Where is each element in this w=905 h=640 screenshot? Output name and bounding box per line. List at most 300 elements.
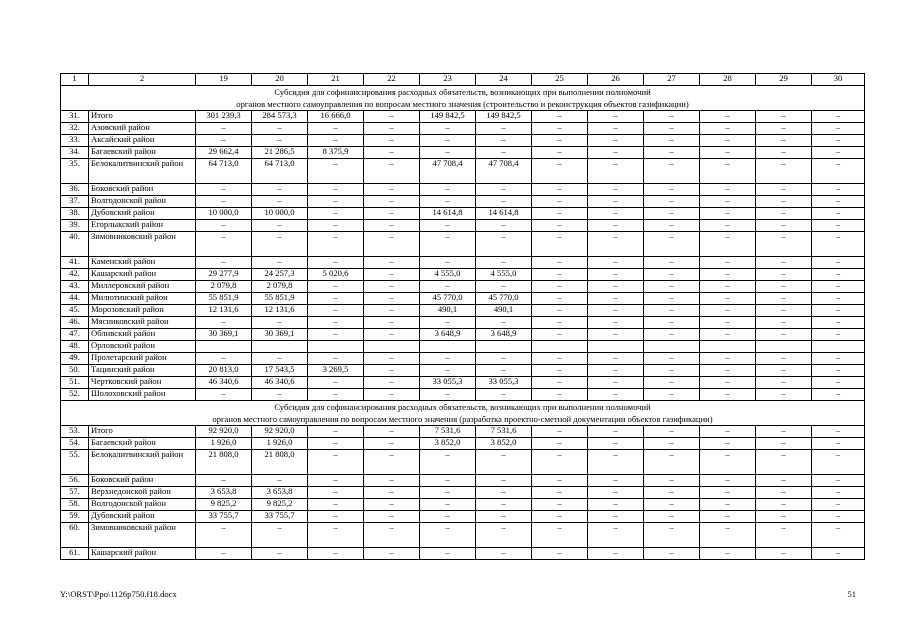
value-cell: –: [476, 450, 532, 475]
value-cell: –: [364, 365, 420, 377]
value-cell: –: [196, 135, 252, 147]
district-name: Аксайский район: [89, 135, 196, 147]
value-cell: –: [644, 389, 700, 401]
value-cell: –: [812, 329, 865, 341]
value-cell: –: [588, 548, 644, 560]
header-row: [61, 74, 865, 86]
value-cell: 46 340,6: [196, 377, 252, 389]
value-cell: 3 648,9: [420, 329, 476, 341]
value-cell: –: [756, 438, 812, 450]
value-cell: –: [756, 232, 812, 257]
value-cell: –: [700, 196, 756, 208]
district-name: Белокалитвинский район: [89, 159, 196, 184]
value-cell: –: [476, 365, 532, 377]
value-cell: 4 555,0: [476, 269, 532, 281]
value-cell: –: [700, 293, 756, 305]
value-cell: –: [756, 475, 812, 487]
value-cell: –: [700, 523, 756, 548]
value-cell: –: [532, 123, 588, 135]
value-cell: –: [700, 438, 756, 450]
value-cell: 8 375,9: [308, 147, 364, 159]
row-number: 44.: [61, 293, 89, 305]
row-number: 34.: [61, 147, 89, 159]
value-cell: –: [588, 147, 644, 159]
value-cell: –: [644, 159, 700, 184]
district-name: Кашарский район: [89, 548, 196, 560]
value-cell: –: [476, 232, 532, 257]
value-cell: –: [476, 523, 532, 548]
value-cell: –: [476, 353, 532, 365]
value-cell: –: [476, 389, 532, 401]
row-number: 54.: [61, 438, 89, 450]
value-cell: –: [252, 548, 308, 560]
value-cell: –: [252, 475, 308, 487]
value-cell: 10 000,0: [252, 208, 308, 220]
value-cell: –: [420, 523, 476, 548]
value-cell: [700, 341, 756, 353]
value-cell: –: [420, 487, 476, 499]
value-cell: [812, 341, 865, 353]
value-cell: –: [700, 317, 756, 329]
value-cell: –: [644, 317, 700, 329]
value-cell: –: [756, 305, 812, 317]
value-cell: –: [308, 475, 364, 487]
value-cell: –: [364, 232, 420, 257]
column-number: 23: [420, 74, 476, 86]
column-number: 29: [756, 74, 812, 86]
value-cell: –: [756, 220, 812, 232]
row-number: 55.: [61, 450, 89, 475]
table-row: [61, 220, 865, 232]
value-cell: 64 713,0: [252, 159, 308, 184]
value-cell: –: [532, 475, 588, 487]
value-cell: [308, 341, 364, 353]
value-cell: –: [700, 548, 756, 560]
district-name: Дубовский район: [89, 208, 196, 220]
value-cell: –: [308, 317, 364, 329]
section-title-line: органов местного самоуправления по вопросам местного значения (разработка проектно-сметной документации объектов газификации): [212, 414, 713, 424]
value-cell: –: [756, 389, 812, 401]
value-cell: –: [700, 135, 756, 147]
value-cell: –: [588, 269, 644, 281]
value-cell: –: [308, 548, 364, 560]
value-cell: 14 614,8: [420, 208, 476, 220]
value-cell: –: [588, 523, 644, 548]
value-cell: –: [644, 147, 700, 159]
value-cell: –: [420, 184, 476, 196]
district-name: Кашарский район: [89, 269, 196, 281]
value-cell: –: [700, 257, 756, 269]
value-cell: –: [476, 281, 532, 293]
value-cell: –: [532, 281, 588, 293]
value-cell: –: [588, 305, 644, 317]
value-cell: –: [812, 135, 865, 147]
value-cell: –: [644, 293, 700, 305]
value-cell: –: [588, 159, 644, 184]
value-cell: 4 555,0: [420, 269, 476, 281]
value-cell: –: [196, 184, 252, 196]
section-title: [61, 86, 865, 111]
table-row: [61, 281, 865, 293]
value-cell: –: [644, 196, 700, 208]
row-number: 32.: [61, 123, 89, 135]
value-cell: –: [700, 208, 756, 220]
column-number: 25: [532, 74, 588, 86]
row-number: 52.: [61, 389, 89, 401]
value-cell: –: [644, 475, 700, 487]
value-cell: –: [532, 147, 588, 159]
column-number: 30: [812, 74, 865, 86]
value-cell: –: [812, 365, 865, 377]
district-name: Верхнедонской район: [89, 487, 196, 499]
value-cell: 10 000,0: [196, 208, 252, 220]
value-cell: –: [364, 220, 420, 232]
value-cell: –: [532, 232, 588, 257]
value-cell: –: [308, 159, 364, 184]
value-cell: –: [420, 317, 476, 329]
value-cell: –: [644, 184, 700, 196]
value-cell: –: [364, 487, 420, 499]
value-cell: 24 257,3: [252, 269, 308, 281]
row-number: 53.: [61, 426, 89, 438]
value-cell: –: [252, 196, 308, 208]
value-cell: –: [700, 159, 756, 184]
value-cell: –: [588, 475, 644, 487]
value-cell: –: [756, 317, 812, 329]
value-cell: –: [532, 305, 588, 317]
file-path: Y:\ORST\Ppo\1126p750.f18.docx: [60, 589, 177, 599]
value-cell: –: [588, 135, 644, 147]
value-cell: –: [588, 293, 644, 305]
value-cell: –: [644, 426, 700, 438]
value-cell: –: [308, 305, 364, 317]
value-cell: –: [588, 208, 644, 220]
value-cell: –: [588, 499, 644, 511]
value-cell: –: [420, 123, 476, 135]
value-cell: –: [364, 147, 420, 159]
value-cell: –: [476, 548, 532, 560]
value-cell: –: [756, 184, 812, 196]
value-cell: –: [588, 220, 644, 232]
value-cell: –: [644, 111, 700, 123]
value-cell: –: [644, 353, 700, 365]
district-name: Дубовский район: [89, 511, 196, 523]
section-title-line: органов местного самоуправления по вопросам местного значения (строительство и реконструкция объектов газификации): [236, 99, 689, 109]
value-cell: –: [812, 184, 865, 196]
value-cell: –: [308, 123, 364, 135]
row-number: 59.: [61, 511, 89, 523]
column-number: 22: [364, 74, 420, 86]
value-cell: –: [364, 208, 420, 220]
value-cell: –: [364, 353, 420, 365]
value-cell: –: [308, 499, 364, 511]
value-cell: –: [700, 111, 756, 123]
table-row: [61, 426, 865, 438]
value-cell: –: [532, 389, 588, 401]
row-number: 57.: [61, 487, 89, 499]
column-number: 1: [61, 74, 89, 86]
district-name: Морозовский район: [89, 305, 196, 317]
value-cell: –: [308, 208, 364, 220]
value-cell: –: [532, 450, 588, 475]
column-number: 24: [476, 74, 532, 86]
value-cell: –: [644, 487, 700, 499]
value-cell: –: [756, 450, 812, 475]
value-cell: –: [364, 257, 420, 269]
district-name: Итого: [89, 111, 196, 123]
value-cell: 149 842,5: [420, 111, 476, 123]
value-cell: 33 055,3: [476, 377, 532, 389]
value-cell: –: [588, 281, 644, 293]
value-cell: –: [532, 111, 588, 123]
table-row: [61, 487, 865, 499]
value-cell: 16 666,0: [308, 111, 364, 123]
value-cell: –: [532, 353, 588, 365]
value-cell: –: [476, 184, 532, 196]
value-cell: –: [364, 548, 420, 560]
value-cell: –: [756, 523, 812, 548]
value-cell: –: [756, 257, 812, 269]
district-name: Егорлыкский район: [89, 220, 196, 232]
value-cell: 3 648,9: [476, 329, 532, 341]
value-cell: –: [476, 475, 532, 487]
district-name: Миллеровский район: [89, 281, 196, 293]
district-name: Боковский район: [89, 184, 196, 196]
value-cell: 5 020,6: [308, 269, 364, 281]
district-name: Волгодонской район: [89, 196, 196, 208]
value-cell: –: [812, 220, 865, 232]
value-cell: –: [700, 487, 756, 499]
value-cell: –: [476, 257, 532, 269]
value-cell: –: [420, 257, 476, 269]
value-cell: –: [196, 220, 252, 232]
row-number: 38.: [61, 208, 89, 220]
value-cell: –: [532, 196, 588, 208]
value-cell: –: [644, 499, 700, 511]
value-cell: –: [364, 329, 420, 341]
value-cell: –: [700, 123, 756, 135]
value-cell: 1 926,0: [196, 438, 252, 450]
value-cell: –: [364, 377, 420, 389]
table-row: [61, 293, 865, 305]
value-cell: –: [364, 135, 420, 147]
column-number: 2: [89, 74, 196, 86]
table-row: [61, 159, 865, 184]
value-cell: –: [812, 548, 865, 560]
section-title-line: Субсидия для софинансирования расходных обязательств, возникающих при выполнении полномочий: [274, 87, 651, 97]
value-cell: –: [364, 389, 420, 401]
section-title-line: Субсидия для софинансирования расходных обязательств, возникающих при выполнении полномочий: [274, 402, 651, 412]
value-cell: 3 852,0: [476, 438, 532, 450]
table-row: [61, 353, 865, 365]
value-cell: –: [308, 389, 364, 401]
value-cell: –: [644, 232, 700, 257]
value-cell: –: [532, 329, 588, 341]
value-cell: –: [364, 159, 420, 184]
value-cell: –: [700, 475, 756, 487]
row-number: 40.: [61, 232, 89, 257]
value-cell: 21 808,0: [252, 450, 308, 475]
value-cell: –: [700, 220, 756, 232]
column-number: 27: [644, 74, 700, 86]
value-cell: –: [700, 281, 756, 293]
value-cell: –: [476, 135, 532, 147]
value-cell: 7 531,6: [476, 426, 532, 438]
table-row: [61, 438, 865, 450]
value-cell: –: [700, 353, 756, 365]
value-cell: –: [532, 511, 588, 523]
value-cell: –: [532, 438, 588, 450]
value-cell: –: [420, 475, 476, 487]
value-cell: –: [196, 353, 252, 365]
value-cell: –: [644, 123, 700, 135]
value-cell: –: [364, 269, 420, 281]
row-number: 46.: [61, 317, 89, 329]
value-cell: –: [812, 426, 865, 438]
value-cell: –: [700, 305, 756, 317]
table-row: [61, 329, 865, 341]
value-cell: –: [588, 377, 644, 389]
value-cell: –: [812, 208, 865, 220]
value-cell: –: [308, 353, 364, 365]
value-cell: [532, 341, 588, 353]
value-cell: –: [252, 317, 308, 329]
value-cell: –: [420, 389, 476, 401]
value-cell: [644, 341, 700, 353]
value-cell: 29 277,9: [196, 269, 252, 281]
value-cell: –: [756, 281, 812, 293]
column-number: 28: [700, 74, 756, 86]
value-cell: 490,1: [420, 305, 476, 317]
value-cell: –: [308, 135, 364, 147]
row-number: 56.: [61, 475, 89, 487]
value-cell: –: [644, 281, 700, 293]
table-row: [61, 523, 865, 548]
value-cell: –: [756, 377, 812, 389]
row-number: 61.: [61, 548, 89, 560]
value-cell: –: [308, 196, 364, 208]
value-cell: –: [644, 329, 700, 341]
value-cell: –: [644, 450, 700, 475]
value-cell: –: [700, 499, 756, 511]
value-cell: –: [700, 426, 756, 438]
value-cell: 33 755,7: [196, 511, 252, 523]
value-cell: 29 662,4: [196, 147, 252, 159]
value-cell: –: [252, 220, 308, 232]
value-cell: –: [308, 511, 364, 523]
value-cell: –: [364, 317, 420, 329]
value-cell: –: [812, 196, 865, 208]
value-cell: –: [364, 511, 420, 523]
table-row: [61, 123, 865, 135]
column-number: 26: [588, 74, 644, 86]
table-row: [61, 548, 865, 560]
value-cell: –: [532, 257, 588, 269]
value-cell: –: [812, 317, 865, 329]
value-cell: –: [756, 426, 812, 438]
value-cell: –: [756, 159, 812, 184]
value-cell: –: [532, 377, 588, 389]
value-cell: 3 653,8: [196, 487, 252, 499]
value-cell: –: [532, 208, 588, 220]
value-cell: –: [588, 389, 644, 401]
value-cell: 9 825,2: [196, 499, 252, 511]
value-cell: –: [644, 135, 700, 147]
value-cell: –: [308, 426, 364, 438]
value-cell: –: [700, 232, 756, 257]
value-cell: –: [588, 487, 644, 499]
value-cell: –: [812, 511, 865, 523]
value-cell: 2 079,8: [196, 281, 252, 293]
table-row: [61, 317, 865, 329]
district-name: Тацинский район: [89, 365, 196, 377]
value-cell: –: [756, 365, 812, 377]
value-cell: –: [476, 317, 532, 329]
value-cell: 47 708,4: [420, 159, 476, 184]
table-row: [61, 389, 865, 401]
value-cell: 55 851,9: [196, 293, 252, 305]
row-number: 35.: [61, 159, 89, 184]
district-name: Боковский район: [89, 475, 196, 487]
value-cell: –: [420, 353, 476, 365]
value-cell: 92 920,0: [252, 426, 308, 438]
value-cell: –: [252, 135, 308, 147]
value-cell: –: [420, 499, 476, 511]
district-name: Итого: [89, 426, 196, 438]
value-cell: 1 926,0: [252, 438, 308, 450]
value-cell: –: [700, 450, 756, 475]
value-cell: –: [588, 365, 644, 377]
value-cell: 21 286,5: [252, 147, 308, 159]
table-row: [61, 341, 865, 353]
value-cell: –: [476, 487, 532, 499]
value-cell: –: [588, 511, 644, 523]
value-cell: –: [700, 147, 756, 159]
value-cell: –: [196, 389, 252, 401]
district-name: Милютинский район: [89, 293, 196, 305]
value-cell: –: [588, 111, 644, 123]
value-cell: –: [532, 487, 588, 499]
value-cell: –: [420, 232, 476, 257]
district-name: Багаевский район: [89, 438, 196, 450]
row-number: 60.: [61, 523, 89, 548]
value-cell: –: [812, 450, 865, 475]
value-cell: –: [364, 111, 420, 123]
value-cell: –: [196, 523, 252, 548]
table-row: [61, 305, 865, 317]
value-cell: –: [812, 353, 865, 365]
value-cell: –: [644, 365, 700, 377]
value-cell: –: [252, 232, 308, 257]
value-cell: –: [532, 548, 588, 560]
value-cell: –: [812, 269, 865, 281]
table-row: [61, 135, 865, 147]
value-cell: 149 842,5: [476, 111, 532, 123]
value-cell: –: [756, 487, 812, 499]
value-cell: –: [756, 499, 812, 511]
value-cell: –: [812, 232, 865, 257]
value-cell: –: [700, 184, 756, 196]
value-cell: 12 131,6: [252, 305, 308, 317]
value-cell: –: [420, 147, 476, 159]
value-cell: –: [756, 353, 812, 365]
value-cell: –: [756, 208, 812, 220]
value-cell: –: [196, 548, 252, 560]
district-name: Чертковский район: [89, 377, 196, 389]
value-cell: 3 852,0: [420, 438, 476, 450]
value-cell: –: [812, 438, 865, 450]
value-cell: –: [420, 196, 476, 208]
